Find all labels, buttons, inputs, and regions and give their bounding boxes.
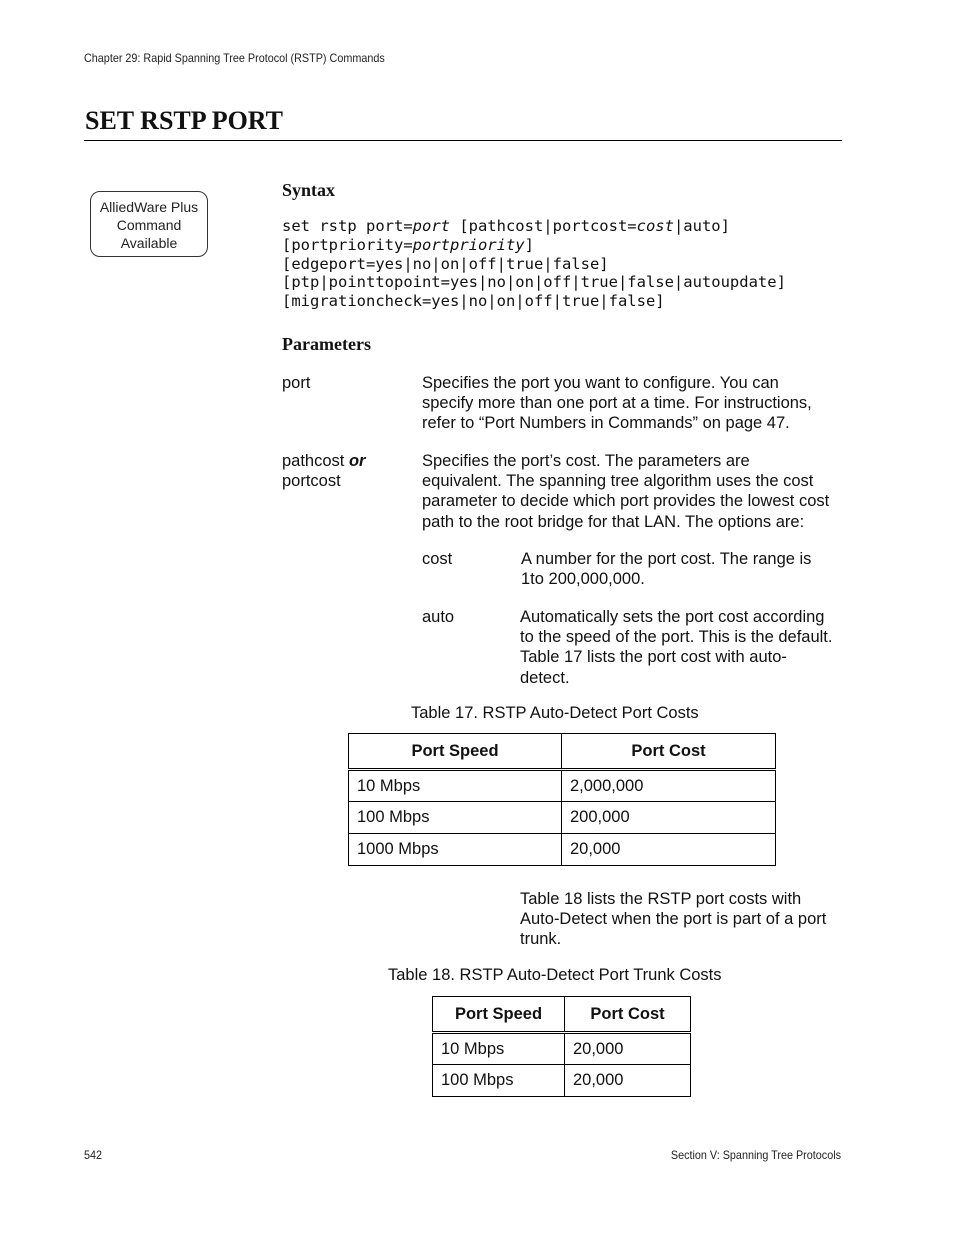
table-header-row bbox=[349, 734, 776, 770]
column-header: Port Speed bbox=[349, 734, 562, 770]
table18 bbox=[432, 996, 691, 1097]
note-line: Auto-Detect when the port is part of a port bbox=[520, 910, 827, 929]
syntax-variable: portpriority bbox=[412, 235, 525, 254]
table-cell: 10 Mbps bbox=[349, 770, 562, 802]
desc-line: refer to “Port Numbers in Commands” on page 47. bbox=[422, 414, 790, 433]
note-line: Table 18 lists the RSTP port costs with bbox=[520, 890, 802, 908]
syntax-line-4: [ptp|pointtopoint=yes|no|on|off|true|false|autoupdate] bbox=[282, 273, 786, 292]
desc-line: path to the root bridge for that LAN. The options are: bbox=[422, 512, 805, 531]
page-title: SET RSTP PORT bbox=[85, 106, 284, 135]
table-row bbox=[349, 834, 776, 866]
syntax-block bbox=[282, 217, 786, 311]
desc-line: Table 17 lists the port cost with auto- bbox=[520, 648, 787, 667]
table17-caption: Table 17. RSTP Auto-Detect Port Costs bbox=[411, 704, 699, 722]
desc-line: A number for the port cost. The range is bbox=[521, 550, 812, 568]
desc-line: Specifies the port you want to configure. You can bbox=[422, 374, 779, 392]
desc-line: parameter to decide which port provides the lowest cost bbox=[422, 492, 830, 511]
table-row bbox=[433, 1065, 691, 1097]
option-name-cost: cost bbox=[422, 550, 453, 568]
syntax-line-2 bbox=[282, 236, 786, 255]
table-cell: 200,000 bbox=[562, 802, 776, 834]
desc-line: detect. bbox=[520, 668, 570, 687]
desc-line: Automatically sets the port cost according bbox=[520, 608, 825, 626]
param-name-port: port bbox=[282, 374, 311, 392]
table-cell: 2,000,000 bbox=[562, 770, 776, 802]
column-header: Port Speed bbox=[433, 997, 565, 1033]
trunk-note bbox=[520, 889, 826, 950]
syntax-text: [pathcost|portcost= bbox=[449, 217, 637, 235]
section-footer: Section V: Spanning Tree Protocols bbox=[670, 1148, 841, 1162]
table-cell: 20,000 bbox=[565, 1065, 691, 1097]
syntax-line-1 bbox=[282, 217, 786, 236]
syntax-text: set rstp port= bbox=[282, 217, 413, 235]
chapter-header: Chapter 29: Rapid Spanning Tree Protocol (RSTP) Commands bbox=[84, 51, 385, 65]
param-name-or: or bbox=[348, 452, 366, 470]
badge-line: Available bbox=[120, 235, 178, 251]
table-cell: 100 Mbps bbox=[433, 1065, 565, 1097]
desc-line: Specifies the port’s cost. The parameters are bbox=[422, 452, 750, 470]
param-desc-pathcost bbox=[422, 451, 829, 532]
table-row bbox=[349, 770, 776, 802]
syntax-line-5: [migrationcheck=yes|no|on|off|true|false] bbox=[282, 292, 665, 311]
syntax-text: [portpriority= bbox=[282, 235, 413, 254]
table-row bbox=[349, 802, 776, 834]
syntax-variable: cost bbox=[636, 217, 674, 235]
table-cell: 10 Mbps bbox=[433, 1033, 565, 1065]
table18-caption: Table 18. RSTP Auto-Detect Port Trunk Costs bbox=[388, 966, 722, 984]
column-header: Port Cost bbox=[565, 997, 691, 1033]
param-desc-port bbox=[422, 373, 812, 434]
syntax-heading: Syntax bbox=[282, 180, 336, 200]
param-name-pathcost bbox=[282, 451, 365, 491]
option-desc-auto bbox=[520, 607, 832, 688]
option-desc-cost bbox=[521, 549, 811, 589]
title-divider bbox=[84, 140, 842, 141]
table-cell: 20,000 bbox=[562, 834, 776, 866]
desc-line: to the speed of the port. This is the default. bbox=[520, 628, 833, 647]
param-name-text: pathcost bbox=[282, 452, 349, 470]
page-number: 542 bbox=[84, 1148, 103, 1162]
table-header-row bbox=[433, 997, 691, 1033]
column-header: Port Cost bbox=[562, 734, 776, 770]
param-name-line bbox=[282, 451, 365, 471]
syntax-text: |auto] bbox=[673, 217, 730, 235]
note-line: trunk. bbox=[520, 930, 562, 949]
desc-line: equivalent. The spanning tree algorithm uses the cost bbox=[422, 472, 814, 491]
table-row bbox=[433, 1033, 691, 1065]
table-cell: 1000 Mbps bbox=[349, 834, 562, 866]
table17 bbox=[348, 733, 776, 866]
option-name-auto: auto bbox=[422, 608, 455, 626]
desc-line: 1to 200,000,000. bbox=[521, 570, 645, 589]
param-name-line: portcost bbox=[282, 472, 341, 491]
syntax-line-3: [edgeport=yes|no|on|off|true|false] bbox=[282, 254, 609, 273]
alliedware-plus-badge bbox=[90, 191, 208, 257]
badge-line: AlliedWare Plus bbox=[99, 199, 199, 215]
table-cell: 100 Mbps bbox=[349, 802, 562, 834]
syntax-variable: port bbox=[412, 217, 450, 235]
parameters-heading: Parameters bbox=[282, 334, 371, 354]
badge-line: Command bbox=[116, 217, 182, 233]
desc-line: specify more than one port at a time. For instructions, bbox=[422, 394, 812, 413]
table-cell: 20,000 bbox=[565, 1033, 691, 1065]
syntax-text: ] bbox=[524, 235, 534, 254]
